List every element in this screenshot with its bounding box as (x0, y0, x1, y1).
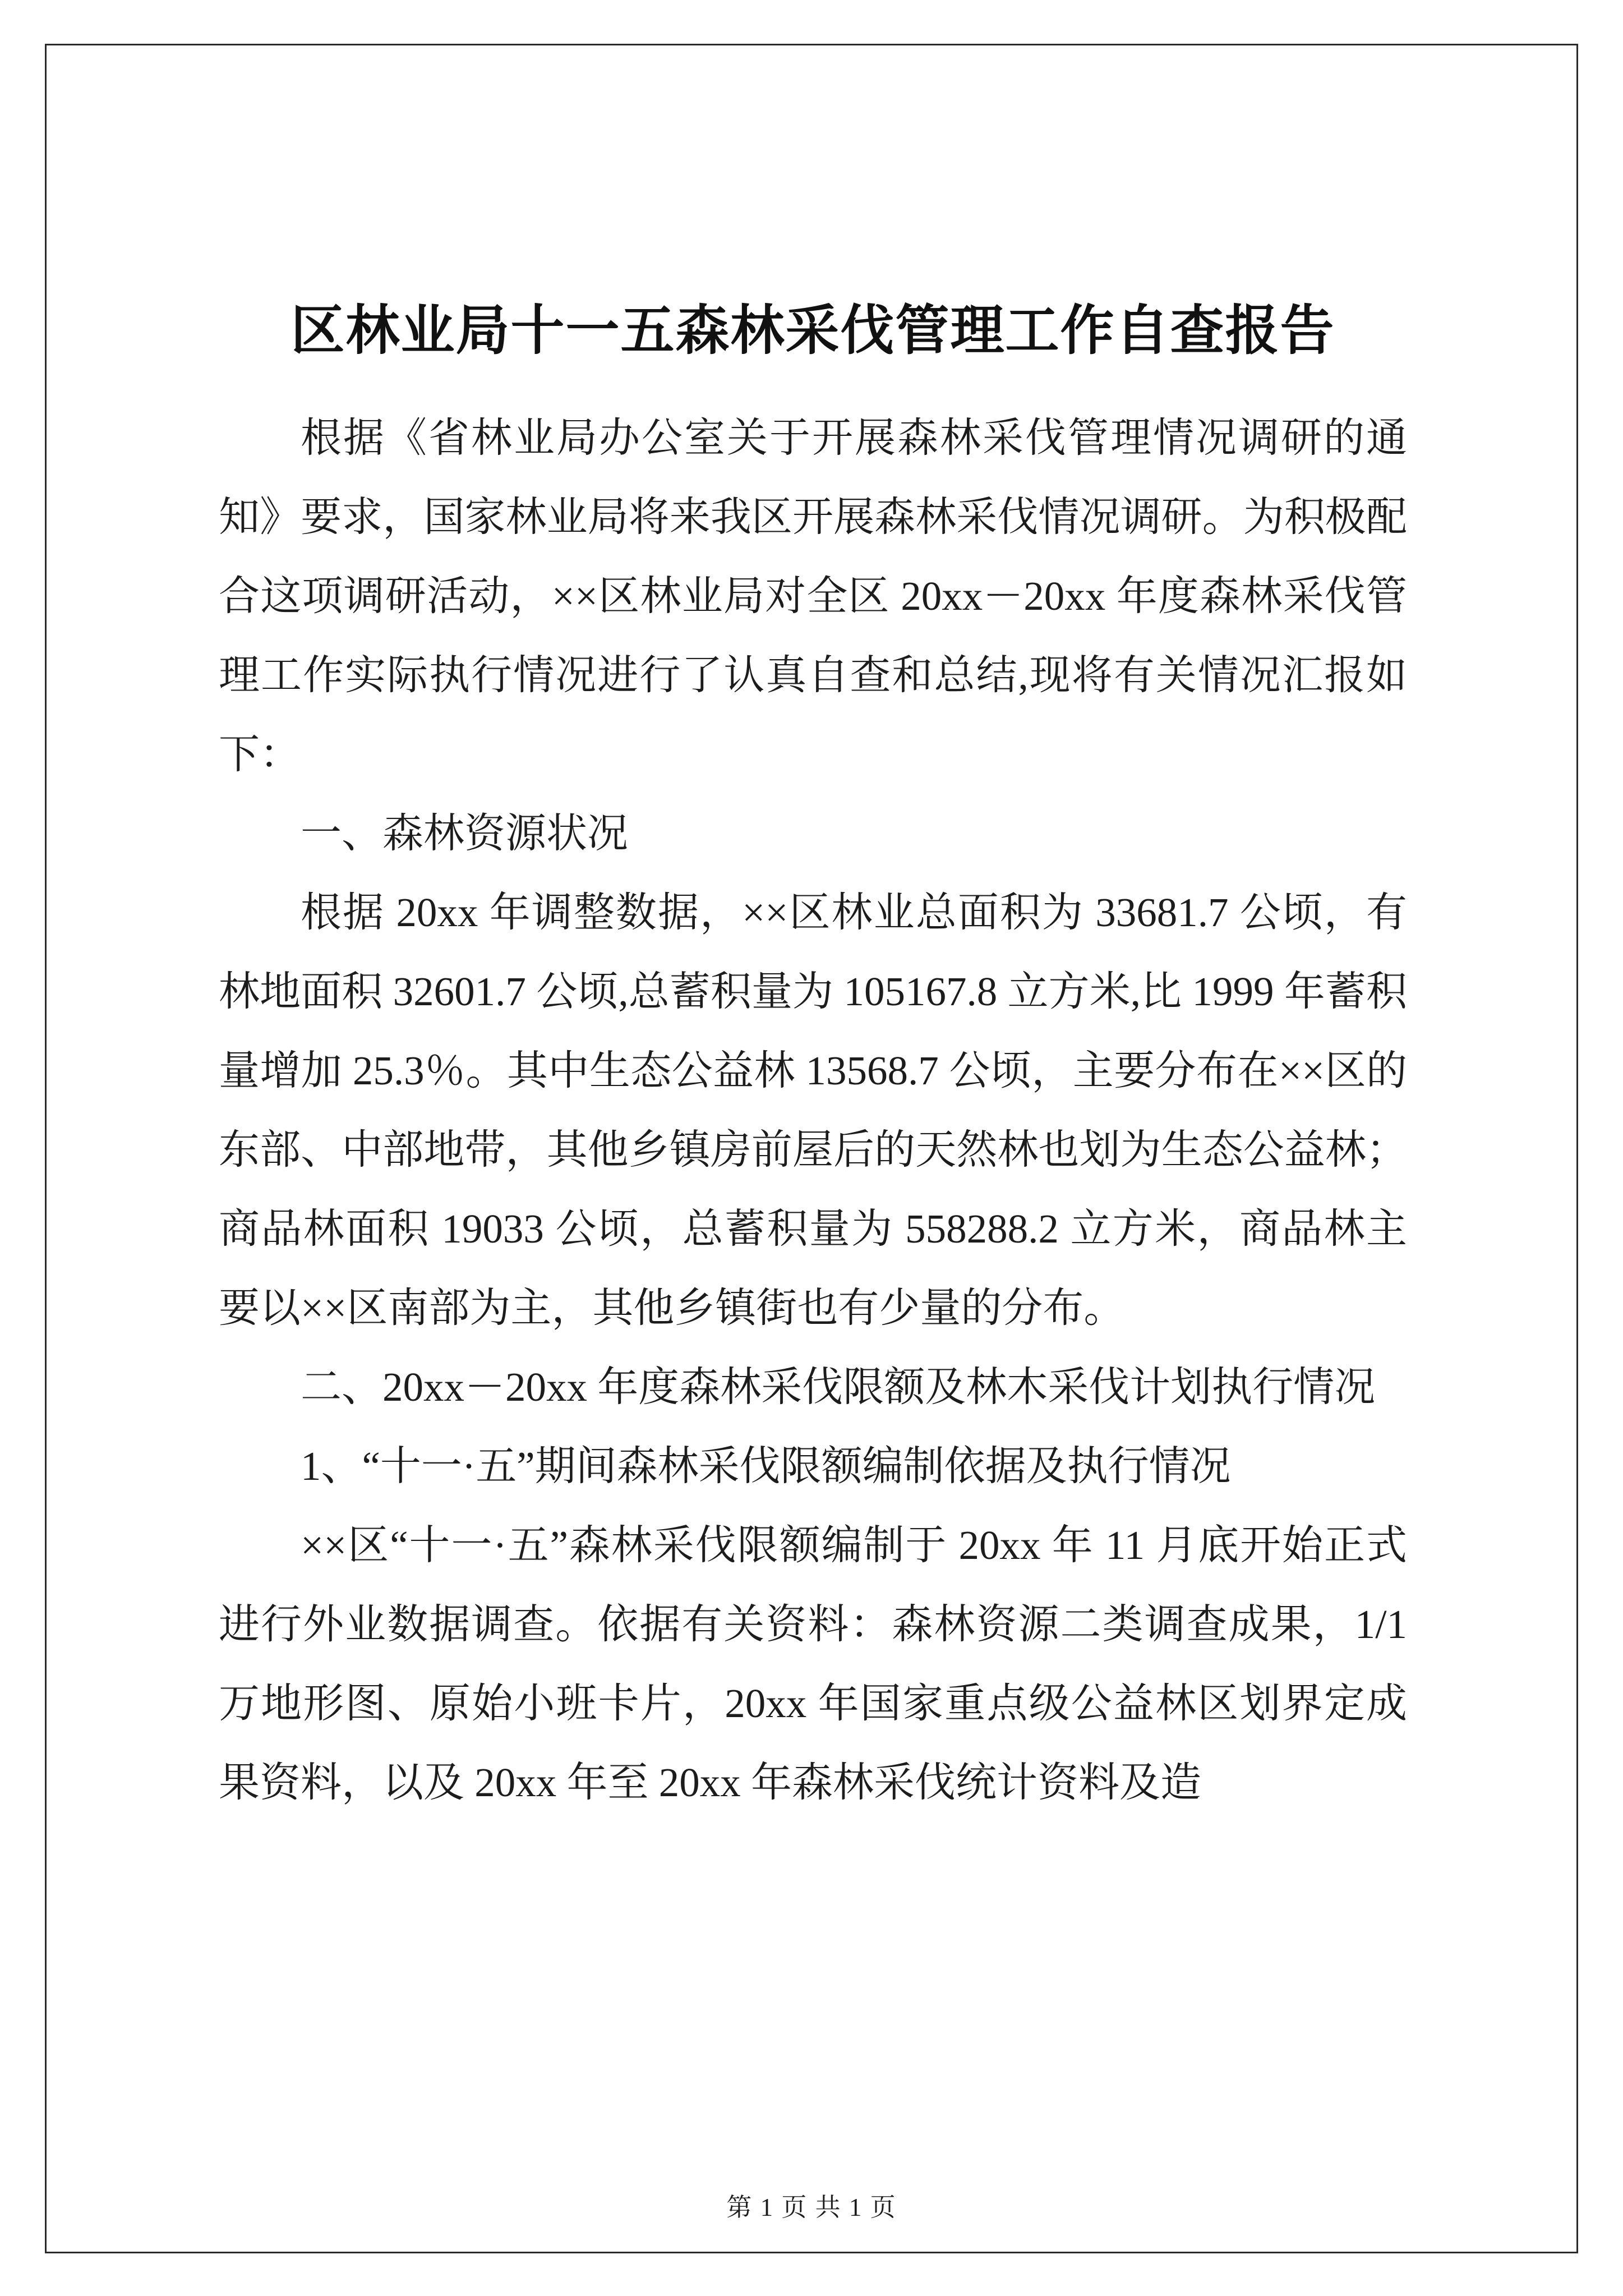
document-content (219, 292, 1407, 1822)
paragraph: 二、20xx－20xx 年度森林采伐限额及林木采伐计划执行情况 (301, 1364, 1376, 1410)
paragraph: 根据 20xx 年调整数据，××区林业总面积为 33681.7 公顷，有林地面积 32601.7 公顷,总蓄积量为 105167.8 立方米,比 1999 年蓄积量增加 25.3％。其中生态公益林 13568.7 公顷，主要分布在××区的东部、中部地带，其他乡镇房前屋后的天然林也划为生态公益林；商品林面积 19033 公顷，总蓄积量为 558288.2 立方米，商品林主要以××区南部为主，其他乡镇街也有少量的分布。 (219, 890, 1407, 1331)
page-number-footer: 第 1 页 共 1 页 (726, 2193, 897, 2221)
document-title: 区林业局十一五森林采伐管理工作自查报告 (291, 301, 1335, 361)
document-body (219, 398, 1407, 1822)
paragraph: 一、森林资源状况 (301, 811, 628, 856)
paragraph: 根据《省林业局办公室关于开展森林采伐管理情况调研的通知》要求，国家林业局将来我区开展森林采伐情况调研。为积极配合这项调研活动，××区林业局对全区 20xx－20xx 年度森林采伐管理工作实际执行情况进行了认真自查和总结,现将有关情况汇报如下： (219, 415, 1407, 777)
paragraph: 1、“十一·五”期间森林采伐限额编制依据及执行情况 (301, 1443, 1231, 1489)
paragraph: ××区“十一·五”森林采伐限额编制于 20xx 年 11 月底开始正式进行外业数据调查。依据有关资料：森林资源二类调查成果，1/1 万地形图、原始小班卡片，20xx 年国家重点级公益林区划界定成果资料，以及 20xx 年至 20xx 年森林采伐统计资料及造 (219, 1522, 1407, 1805)
